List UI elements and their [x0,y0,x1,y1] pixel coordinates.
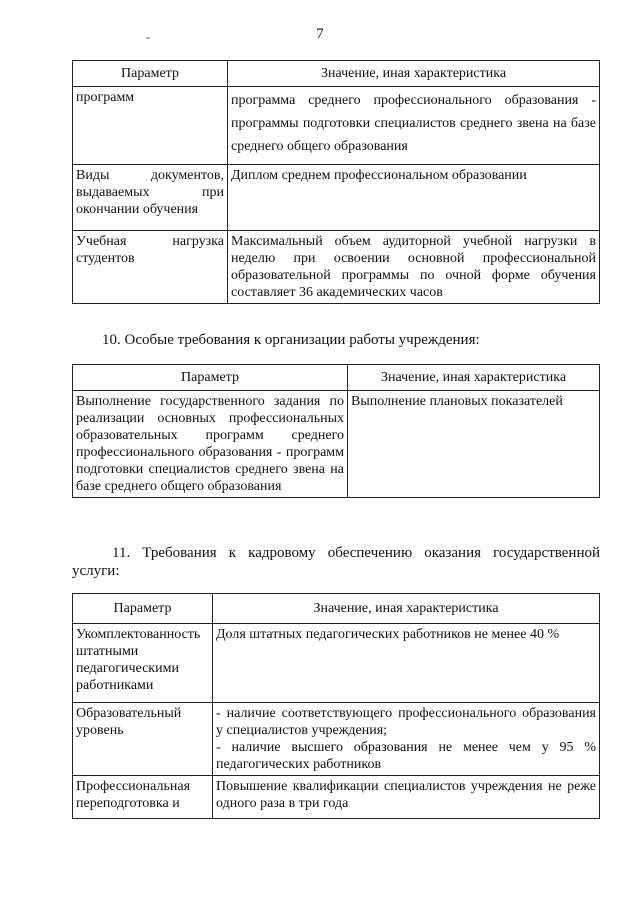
page-number: 7 [316,26,324,42]
table-row [73,165,600,231]
table-special-requirements [72,364,600,498]
table-row [73,703,600,776]
table-header-row [73,594,600,624]
table-row [73,624,600,703]
table-row [73,231,600,304]
header-parameter: Параметр [73,594,213,624]
value-cell: Доля штатных педагогических работников не менее 40 % [213,624,600,703]
table-staffing-requirements [72,593,600,819]
header-parameter: Параметр [73,61,228,87]
list-item: - наличие высшего образования не менее чем у 95 % педагогических работников [216,740,596,772]
header-value: Значение, иная характеристика [228,61,600,87]
param-cell: программ [73,87,228,165]
value-cell: Диплом среднем профессиональном образовании [228,165,600,231]
param-cell: Образовательный уровень [73,703,213,776]
section-11-heading: 11. Требования к кадровому обеспечению оказания государственной услуги: [72,545,600,579]
section-10-heading: 10. Особые требования к организации работы учреждения: [102,332,480,348]
param-cell: Виды документов, выдаваемых при окончании обучения [73,165,228,231]
stray-mark: - [146,30,150,44]
param-cell: Укомплектованность штатными педагогическими работниками [73,624,213,703]
header-value: Значение, иная характеристика [348,365,600,391]
header-value: Значение, иная характеристика [213,594,600,624]
table-row [73,776,600,819]
value-cell: программа среднего профессионального образования - программы подготовки специалистов среднего звена на базе среднего общего образования [228,87,600,165]
param-cell: Учебная нагрузка студентов [73,231,228,304]
value-cell: Повышение квалификации специалистов учреждения не реже одного раза в три года [213,776,600,819]
table-header-row [73,61,600,87]
value-cell: Выполнение плановых показателей [348,391,600,498]
table-header-row [73,365,600,391]
list-item: - наличие соответствующего профессионального образования у специалистов учреждения; [216,706,596,738]
table-program-info [72,60,600,304]
table-row [73,391,600,498]
param-cell: Профессиональная переподготовка и [73,776,213,819]
value-cell [213,703,600,776]
param-cell: Выполнение государственного задания по реализации основных профессиональных образовательных программ среднего профессионального образования - программ подготовки специалистов среднего звена на базе среднего общего образования [73,391,348,498]
value-cell: Максимальный объем аудиторной учебной нагрузки в неделю при освоении основной профессиональной образовательной программы по очной форме обучения составляет 36 академических часов [228,231,600,304]
header-parameter: Параметр [73,365,348,391]
table-row [73,87,600,165]
